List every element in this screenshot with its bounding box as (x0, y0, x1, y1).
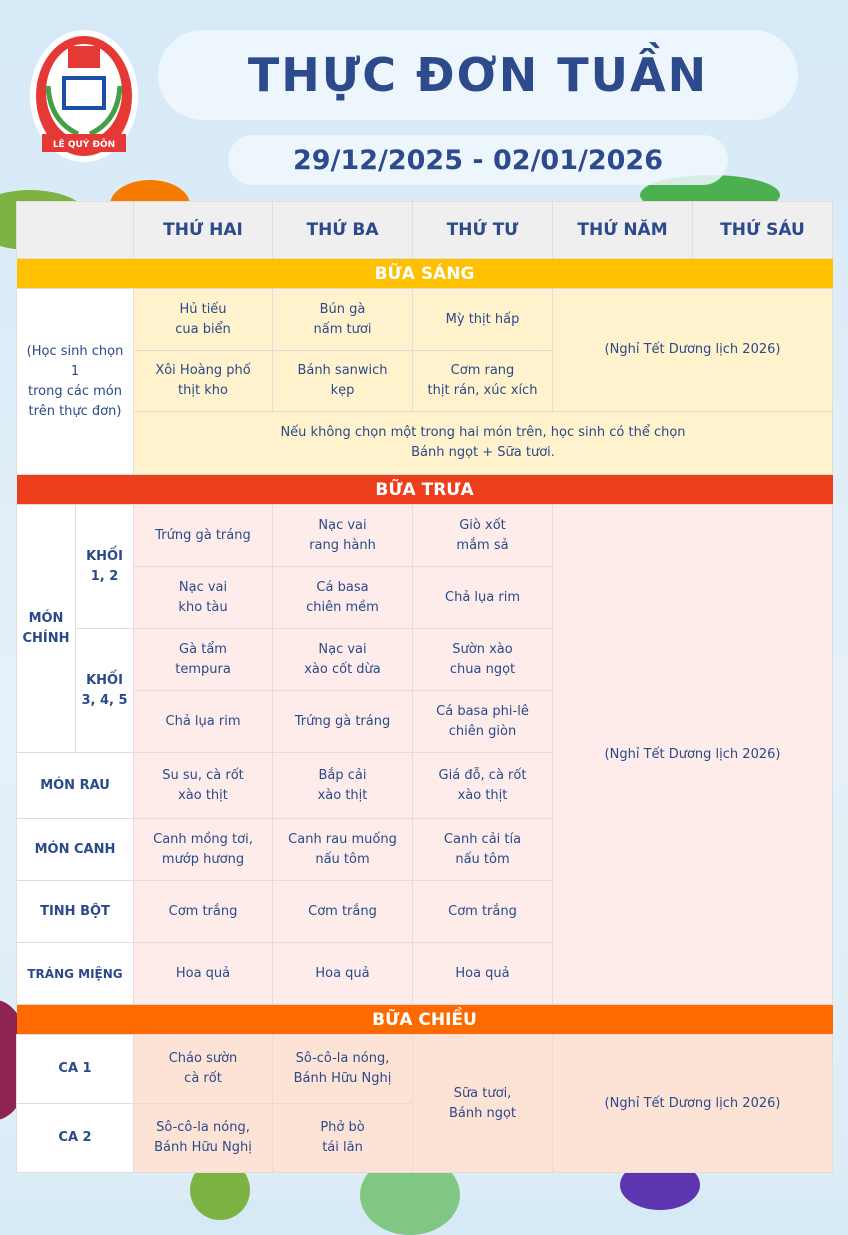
menu-cell: Chả lụa rim (413, 567, 553, 629)
breakfast-note: Nếu không chọn một trong hai món trên, học sinh có thể chọn Bánh ngọt + Sữa tươi. (134, 412, 833, 475)
menu-cell: Sữa tươi, Bánh ngọt (413, 1035, 553, 1173)
menu-cell: Cháo sườn cà rốt (134, 1035, 273, 1104)
menu-cell: Bún gà nấm tươi (273, 289, 413, 351)
row-label: CA 2 (17, 1104, 134, 1173)
menu-cell: Cơm trắng (273, 881, 413, 943)
menu-cell: Hủ tiếu cua biển (134, 289, 273, 351)
menu-cell: Bắp cải xào thịt (273, 753, 413, 819)
menu-cell: Giá đỗ, cà rốt xào thịt (413, 753, 553, 819)
day-header-row (17, 202, 833, 259)
weekly-menu-table (16, 201, 833, 1173)
day-header: THỨ HAI (134, 202, 273, 259)
holiday-cell: (Nghỉ Tết Dương lịch 2026) (553, 505, 833, 1005)
menu-cell: Chả lụa rim (134, 691, 273, 753)
page-title: THỰC ĐƠN TUẦN (158, 30, 798, 120)
menu-cell: Nạc vai rang hành (273, 505, 413, 567)
menu-cell: Bánh sanwich kẹp (273, 351, 413, 412)
menu-cell: Sô-cô-la nóng, Bánh Hữu Nghị (273, 1035, 413, 1104)
menu-cell: Su su, cà rốt xào thịt (134, 753, 273, 819)
menu-cell: Mỳ thịt hấp (413, 289, 553, 351)
menu-cell: Canh cải tía nấu tôm (413, 819, 553, 881)
row-label: MÓN CANH (17, 819, 134, 881)
menu-cell: Hoa quả (134, 943, 273, 1005)
holiday-cell: (Nghỉ Tết Dương lịch 2026) (553, 289, 833, 412)
day-header: THỨ TƯ (413, 202, 553, 259)
day-header: THỨ SÁU (693, 202, 833, 259)
holiday-cell: (Nghỉ Tết Dương lịch 2026) (553, 1035, 833, 1173)
row-label: CA 1 (17, 1035, 134, 1104)
menu-cell: Giò xốt mắm sả (413, 505, 553, 567)
menu-cell: Nạc vai xào cốt dừa (273, 629, 413, 691)
menu-cell: Trứng gà tráng (273, 691, 413, 753)
menu-cell: Cơm rang thịt rán, xúc xích (413, 351, 553, 412)
menu-cell: Cá basa phi-lê chiên giòn (413, 691, 553, 753)
day-header: THỨ NĂM (553, 202, 693, 259)
afternoon-section-title: BỮA CHIỀU (17, 1005, 833, 1035)
menu-cell: Trứng gà tráng (134, 505, 273, 567)
menu-cell: Nạc vai kho tàu (134, 567, 273, 629)
menu-cell: Canh rau muống nấu tôm (273, 819, 413, 881)
day-header: THỨ BA (273, 202, 413, 259)
menu-cell: Sườn xào chua ngọt (413, 629, 553, 691)
group-label: KHỐI 1, 2 (76, 505, 134, 629)
menu-cell: Cơm trắng (413, 881, 553, 943)
main-dish-label: MÓN CHÍNH (17, 505, 76, 753)
row-label: MÓN RAU (17, 753, 134, 819)
breakfast-section-title: BỮA SÁNG (17, 259, 833, 289)
school-logo (28, 26, 140, 166)
breakfast-label: (Học sinh chọn 1 trong các món trên thực đơn) (17, 289, 134, 475)
row-label: TRÁNG MIỆNG (17, 943, 134, 1005)
menu-cell: Phở bò tái lăn (273, 1104, 413, 1173)
menu-cell: Canh mồng tơi, mướp hương (134, 819, 273, 881)
menu-cell: Hoa quả (413, 943, 553, 1005)
menu-cell: Cơm trắng (134, 881, 273, 943)
menu-cell: Gà tẩm tempura (134, 629, 273, 691)
menu-cell: Xôi Hoàng phố thịt kho (134, 351, 273, 412)
menu-cell: Hoa quả (273, 943, 413, 1005)
menu-cell: Cá basa chiên mềm (273, 567, 413, 629)
menu-cell: Sô-cô-la nóng, Bánh Hữu Nghị (134, 1104, 273, 1173)
svg-text:LÊ QUÝ ĐÔN: LÊ QUÝ ĐÔN (52, 140, 116, 150)
group-label: KHỐI 3, 4, 5 (76, 629, 134, 753)
lunch-section-title: BỮA TRƯA (17, 475, 833, 505)
row-label: TINH BỘT (17, 881, 134, 943)
date-range: 29/12/2025 - 02/01/2026 (228, 135, 728, 185)
corner-cell (17, 202, 134, 259)
